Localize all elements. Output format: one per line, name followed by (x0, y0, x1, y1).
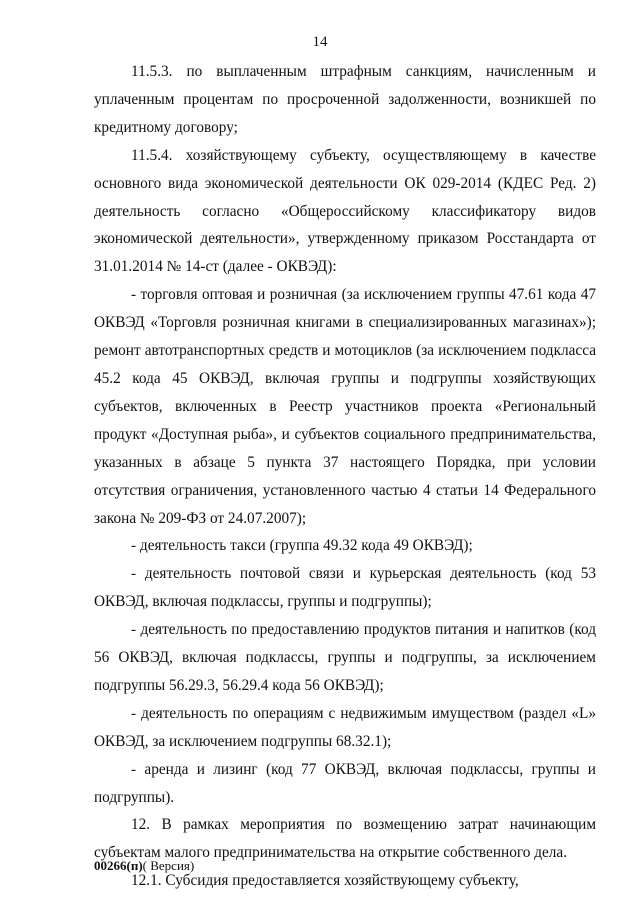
list-item-taxi: - деятельность такси (группа 49.32 кода 49 ОКВЭД); (131, 537, 473, 555)
footer-version-label: ( Версия) (142, 858, 195, 873)
list-item-trade: - торговля оптовая и розничная (за исключением группы 47.61 кода 47 ОКВЭД «Торговля розничная книгами в специализированных магазинах»); ремонт автотранспортных средств и мотоциклов (за исключением подкласса 45.2 кода 45 ОКВЭД, включая группы и подгруппы хозяйствующих субъектов, включенных в Реестр участников проекта «Региональный продукт «Доступная рыба», и субъектов социального предпринимательства, указанных в абзаце 5 пункта 37 настоящего Порядка, при условии отсутствия ограничения, установленного частью 4 статьи 14 Федерального закона № 209-ФЗ от 24.07.2007); (94, 286, 596, 527)
paragraph-12: 12. В рамках мероприятия по возмещению затрат начинающим субъектам малого предпринимательства на открытие собственного дела. (94, 816, 596, 862)
paragraph-11-5-4: 11.5.4. хозяйствующему субъекту, осуществляющему в качестве основного вида экономической деятельности ОК 029-2014 (КДЕС Ред. 2) деятельность согласно «Общероссийскому классификатору видов экономической деятельности», утвержденному приказом Росстандарта от 31.01.2014 № 14-ст (далее - ОКВЭД): (94, 146, 596, 276)
paragraph-12-1: 12.1. Субсидия предоставляется хозяйствующему субъекту, (131, 872, 519, 890)
footer-code: 00266(п) (94, 858, 143, 873)
footer-version (94, 858, 194, 874)
document-body (94, 58, 596, 895)
list-item-postal: - деятельность почтовой связи и курьерская деятельность (код 53 ОКВЭД, включая подклассы, группы и подгруппы); (94, 565, 596, 611)
list-item-food: - деятельность по предоставлению продуктов питания и напитков (код 56 ОКВЭД, включая подклассы, группы и подгруппы, за исключением подгруппы 56.29.3, 56.29.4 кода 56 ОКВЭД); (94, 621, 596, 694)
list-item-real-estate: - деятельность по операциям с недвижимым имуществом (раздел «L» ОКВЭД, за исключением подгруппы 68.32.1); (94, 704, 596, 750)
paragraph-11-5-3: 11.5.3. по выплаченным штрафным санкциям, начисленным и уплаченным процентам по просроченной задолженности, возникшей по кредитному договору; (94, 63, 596, 136)
page-number: 14 (312, 34, 328, 50)
list-item-leasing: - аренда и лизинг (код 77 ОКВЭД, включая подклассы, группы и подгруппы). (94, 760, 596, 806)
